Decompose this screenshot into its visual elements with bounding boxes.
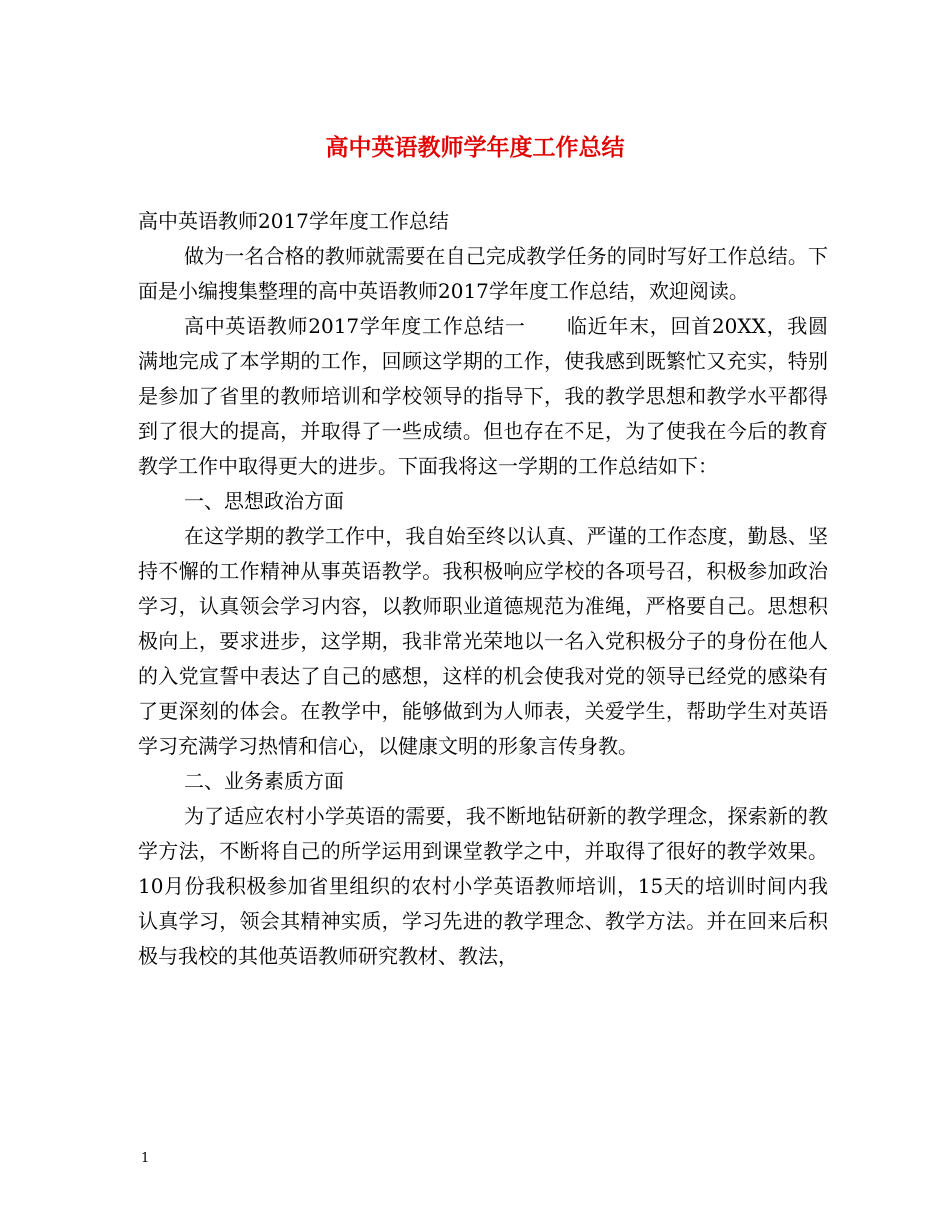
subtitle-paragraph: 高中英语教师2017学年度工作总结 [138, 209, 449, 233]
section-heading-professional: 二、业务素质方面 [184, 769, 344, 793]
summary-paragraph: 高中英语教师2017学年度工作总结一 临近年末，回首20XX，我圆满地完成了本学期的工作，回顾这学期的工作，使我感到既繁忙又充实，特别是参加了省里的教师培训和学校领导的指导下，我的教学思想和教学水平都得到了很大的提高，并取得了一些成绩。但也存在不足，为了使我在今后的教育教学工作中取得更大的进步。下面我将这一学期的工作总结如下： [138, 314, 828, 478]
document-body [138, 204, 828, 974]
section-heading-political: 一、思想政治方面 [184, 489, 344, 513]
professional-paragraph: 为了适应农村小学英语的需要，我不断地钻研新的教学理念，探索新的教学方法，不断将自己的所学运用到课堂教学之中，并取得了很好的教学效果。10月份我积极参加省里组织的农村小学英语教师培训，15天的培训时间内我认真学习，领会其精神实质，学习先进的教学理念、教学方法。并在回来后积极与我校的其他英语教师研究教材、教法， [138, 804, 828, 968]
political-paragraph: 在这学期的教学工作中，我自始至终以认真、严谨的工作态度，勤恳、坚持不懈的工作精神从事英语教学。我积极响应学校的各项号召，积极参加政治学习，认真领会学习内容，以教师职业道德规范为准绳，严格要自己。思想积极向上，要求进步，这学期，我非常光荣地以一名入党积极分子的身份在他人的入党宣誓中表达了自己的感想，这样的机会使我对党的领导已经党的感染有了更深刻的体会。在教学中，能够做到为人师表，关爱学生，帮助学生对英语学习充满学习热情和信心，以健康文明的形象言传身教。 [138, 524, 828, 758]
document-title: 高中英语教师学年度工作总结 [325, 134, 625, 161]
intro-paragraph: 做为一名合格的教师就需要在自己完成教学任务的同时写好工作总结。下面是小编搜集整理的高中英语教师2017学年度工作总结，欢迎阅读。 [138, 244, 828, 303]
page-number: 1 [141, 1151, 150, 1166]
